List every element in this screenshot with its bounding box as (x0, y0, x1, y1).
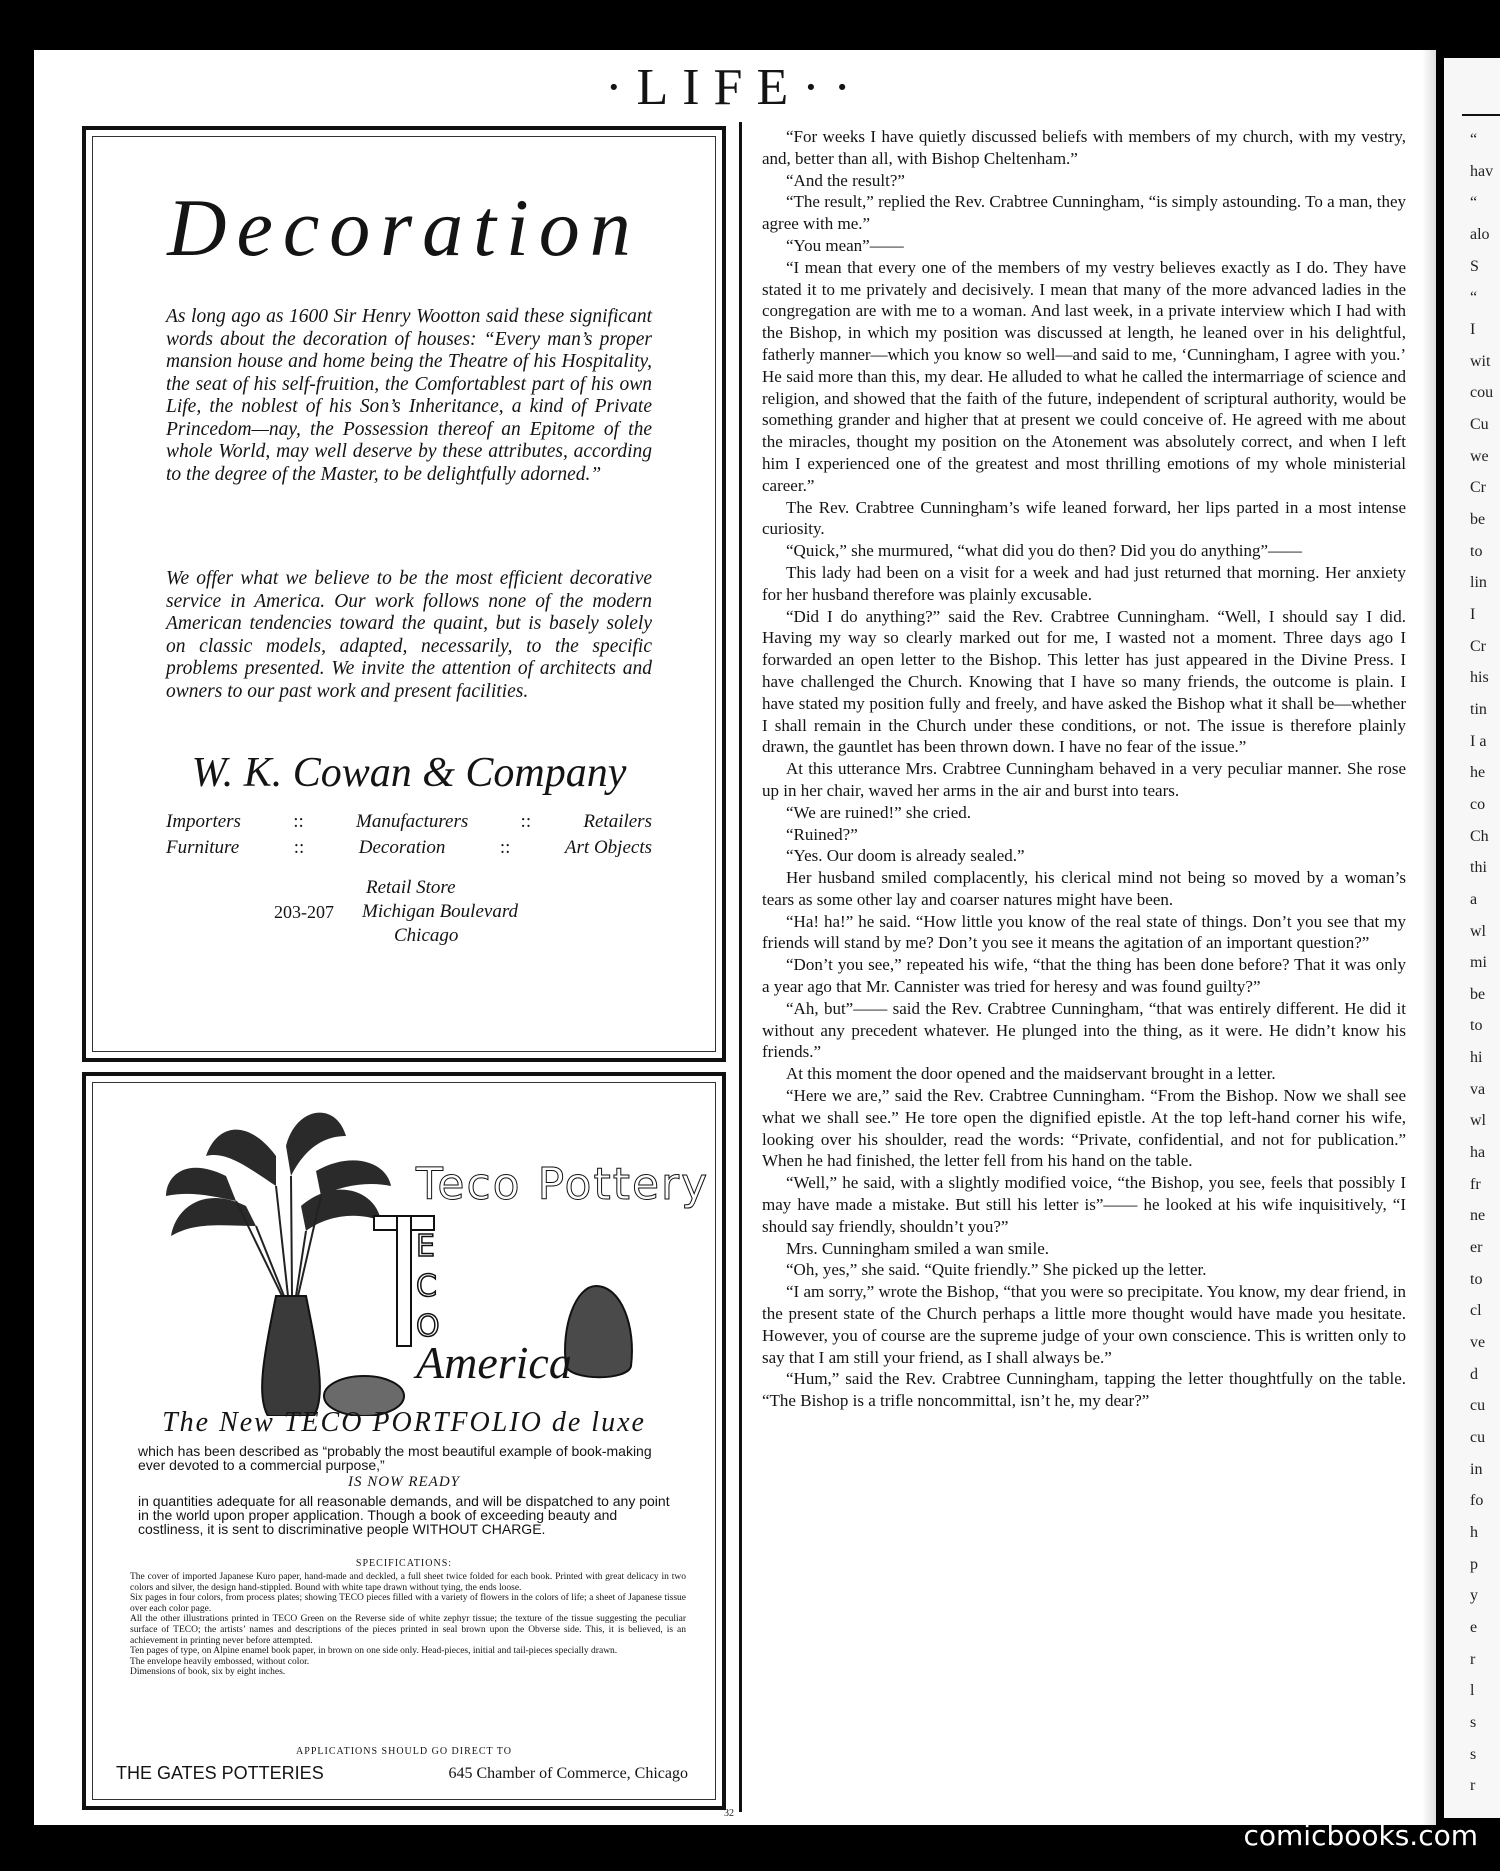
gutter-shadow (1422, 50, 1436, 1825)
ad-decoration-tagline-row-2 (166, 836, 652, 860)
teco-portfolio-title: The New TECO PORTFOLIO de luxe (162, 1407, 646, 1438)
ad-decoration-paragraph-2: We offer what we believe to be the most efficient decorative service in America. Our work follows none of the modern American tendencies toward the quaint, but is basely solely on classic models, adapted, necessarily, to the specific problems presented. We invite the attention of architects and owners to our past work and present facilities. (166, 568, 652, 702)
facing-page-fragment: cu (1470, 1429, 1486, 1447)
facing-page-fragment: er (1470, 1239, 1483, 1257)
story-paragraph: “Ah, but”—— said the Rev. Crabtree Cunningham, “that was entirely different. He did it without any precedent whatever. He plunged into the thing, as it were. He didn’t know his friends.” (762, 998, 1406, 1062)
bulb-vase-icon (565, 1286, 632, 1377)
story-paragraph: “The result,” replied the Rev. Crabtree Cunningham, “is simply astounding. To a man, they agree with me.” (762, 192, 1406, 234)
tagline-item: Furniture (166, 837, 240, 858)
tagline-item: Importers (166, 811, 241, 832)
spec-item: All the other illustrations printed in TECO Green on the Reverse side of white zephyr tissue; the texture of the tissue suggesting the peculiar surface of TECO; the artists’ names and descriptions of the pieces printed in seal brown upon the Obverse side. This, it is believed, is an achievement in printing never before attempted. (130, 1614, 686, 1646)
ad-decoration-address-city: Chicago (394, 925, 459, 946)
flower-stems-icon (236, 1176, 321, 1296)
story-paragraph: “Ha! ha!” he said. “How little you know of the real state of things. Don’t you see that my friends will stand by me? Don’t you see it means the agitation of an important question?” (762, 911, 1406, 953)
facing-page-fragment: cou (1470, 384, 1494, 402)
page-folio: 32 (724, 1808, 734, 1819)
story-paragraph: “Yes. Our doom is already sealed.” (786, 846, 1025, 866)
page-header (34, 58, 1436, 118)
teco-specifications (130, 1572, 686, 1678)
facing-page-fragment: hi (1470, 1049, 1483, 1067)
story-paragraph: “Ruined?” (786, 824, 858, 844)
facing-page-fragment: y (1470, 1587, 1478, 1605)
facing-page-fragment: to (1470, 1270, 1483, 1288)
magazine-page (34, 50, 1436, 1825)
facing-page-fragment: lin (1470, 574, 1487, 592)
facing-page-fragment: s (1470, 1714, 1477, 1732)
story-paragraph: “Oh, yes,” she said. “Quite friendly.” She picked up the letter. (786, 1260, 1207, 1280)
teco-america: America (416, 1337, 572, 1388)
tagline-separator: :: (293, 811, 304, 832)
facing-page-fragment: ha (1470, 1144, 1486, 1162)
facing-page-fragment: fo (1470, 1492, 1484, 1510)
story-paragraph: “You mean”—— (786, 235, 904, 255)
facing-page-fragment: Cu (1470, 415, 1489, 433)
facing-page-fragment: h (1470, 1524, 1478, 1542)
ad-teco (82, 1072, 726, 1810)
ad-decoration-address-number: 203-207 (274, 902, 334, 922)
tagline-separator: :: (293, 837, 305, 858)
ad-decoration-paragraph-1: As long ago as 1600 Sir Henry Wootton said these significant words about the decoration of houses: “Every man’s proper mansion house and home being the Theatre of his Hospitality, the seat of his self-fruition, the Comfortablest part of his own Life, the noblest of his Son’s Inheritance, a kind of Private Princedom—nay, the Possession thereof an Epitome of the whole World, may well deserve by these attributes, according to the degree of the Master, to be delightfully adorned.” (166, 306, 652, 485)
facing-page-fragment: a (1470, 890, 1478, 908)
facing-page-fragment: be (1470, 510, 1486, 528)
teco-address: 645 Chamber of Commerce, Chicago (448, 1765, 688, 1782)
facing-page-fragment: Ch (1470, 827, 1489, 845)
facing-page-fragment: we (1470, 447, 1489, 465)
facing-page-fragment: “ (1470, 289, 1478, 307)
watermark: comicbooks.com (1243, 1819, 1478, 1852)
tagline-separator: :: (520, 811, 532, 832)
story-paragraph: “And the result?” (786, 170, 905, 190)
facing-page-fragment: “ (1470, 194, 1478, 212)
story-paragraph: This lady had been on a visit for a week and had just returned that morning. Her anxiety for her husband therefore was plainly excusable. (762, 562, 1406, 604)
facing-page-fragment: to (1470, 542, 1483, 560)
facing-page-fragment: to (1470, 1017, 1483, 1035)
ad-decoration-company: W. K. Cowan & Company (191, 750, 627, 796)
facing-page-fragment: mi (1470, 954, 1487, 972)
facing-page-fragment: alo (1470, 225, 1490, 243)
facing-page-fragment: hav (1470, 162, 1494, 180)
tagline-item: Manufacturers (356, 811, 469, 832)
story-paragraph: “I am sorry,” wrote the Bishop, “that you were so precipitate. You know, my dear friend, in the present state of the Church perhaps a little more thought would have made you hesitate. However, you of course are the supreme judge of your own conscience. This is written only to say that I am still your friend, as I shall always be.” (762, 1282, 1406, 1367)
tagline-item: Retailers (583, 811, 652, 832)
svg-text:O: O (416, 1309, 440, 1344)
story-paragraph: The Rev. Crabtree Cunningham’s wife leaned forward, her lips parted in a most intense curiosity. (762, 497, 1406, 539)
facing-page-fragment: r (1470, 1777, 1476, 1795)
facing-page-fragment: I (1470, 605, 1476, 623)
facing-page-fragment: cu (1470, 1397, 1486, 1415)
spec-item: Ten pages of type, on Alpine enamel book paper, in brown on one side only. Head-pieces, initial and tail-pieces specially drawn. (130, 1646, 618, 1657)
facing-page-fragment: tin (1470, 700, 1487, 718)
story-paragraph: “Don’t you see,” repeated his wife, “that the thing has been done before? That it was only a year ago that Mr. Cannister was tried for heresy and was found guilty?” (762, 955, 1406, 997)
story-column (762, 126, 1406, 1412)
facing-page-fragment: I a (1470, 732, 1487, 750)
story-paragraph: “Quick,” she murmured, “what did you do then? Did you do anything”—— (786, 541, 1303, 561)
story-paragraph: “We are ruined!” she cried. (786, 802, 972, 822)
column-divider (739, 122, 742, 1812)
teco-description-1: which has been described as “probably the most beautiful example of book-making ever devoted to a commercial purpose,” (138, 1443, 652, 1473)
svg-text:E: E (416, 1229, 435, 1264)
spec-item: Six pages in four colors, from process plates; showing TECO pieces filled with a variety of flowers in the colors of life; a sheet of Japanese tissue over each color page. (130, 1593, 686, 1614)
story-paragraph: “For weeks I have quietly discussed beliefs with members of my church, with my vestry, and, better than all, with Bishop Cheltenham.” (762, 127, 1406, 168)
ad-decoration (82, 126, 726, 1062)
ad-decoration-title: Decoration (167, 182, 641, 273)
facing-page-fragment: Cr (1470, 479, 1486, 497)
facing-page-fragment: wl (1470, 922, 1486, 940)
tagline-separator: :: (499, 837, 511, 858)
facing-page-fragment: fr (1470, 1175, 1481, 1193)
facing-page-fragment: r (1470, 1650, 1476, 1668)
teco-pottery-illustration (126, 1096, 686, 1416)
facing-page-fragment: ne (1470, 1207, 1486, 1225)
facing-page-rule (1462, 114, 1500, 116)
story-paragraph: “Well,” he said, with a slightly modified voice, “the Bishop, you see, feels that possibly I may have made a mistake. But still his letter is”—— he looked at his wife inquisitively, “I should say friendly, shouldn’t you?” (762, 1173, 1406, 1236)
tall-vase-icon (262, 1296, 320, 1416)
story-paragraph: “Hum,” said the Rev. Crabtree Cunningham, tapping the letter thoughtfully on the table. “The Bishop is a trifle noncommittal, isn’t he, my dear?” (762, 1369, 1406, 1411)
story-paragraph: Her husband smiled complacently, his clerical mind not being so moved by a woman’s tears as some other lay and coarser natures might have been. (762, 868, 1406, 909)
facing-page-fragment: wl (1470, 1112, 1486, 1130)
facing-page-fragment: l (1470, 1682, 1475, 1700)
facing-page-fragment: d (1470, 1365, 1478, 1383)
story-paragraph: At this moment the door opened and the maidservant brought in a letter. (786, 1064, 1276, 1084)
story-paragraph: “Here we are,” said the Rev. Crabtree Cunningham. “From the Bishop. Now we shall see what we shall see.” He tore open the dignified epistle. At the top left-hand corner his wife, looking over his shoulder, read the words: “Private, confidential, and not for publication.” When he had finished, the letter fell from his hand on the table. (762, 1086, 1406, 1171)
facing-page-fragment: cl (1470, 1302, 1482, 1320)
teco-spec-title: SPECIFICATIONS: (355, 1558, 453, 1569)
teco-brand: Teco Pottery (416, 1159, 710, 1210)
story-paragraph: “Did I do anything?” said the Rev. Crabtree Cunningham. “Well, I should say I did. Having my way so clearly marked out for me, I wasted not a moment. Three days ago I forwarded an open letter to the Bishop. This letter has just appeared in the Divine Press. I have challenged the Church. Knowing that I have so many friends, the outcome is plain. I have stated my position fully and freely, and have asked the Bishop what it shall be—whether I shall remain in the Church under these conditions, or not. The issue is therefore plainly drawn, the gauntlet has been thrown down. I have no fear of the issue.” (762, 606, 1406, 757)
facing-page-fragment: his (1470, 669, 1489, 687)
header-title: ·LIFE·· (605, 59, 865, 116)
ad-decoration-address-street: Michigan Boulevard (362, 901, 519, 922)
tagline-item: Art Objects (564, 837, 652, 858)
spec-item: Dimensions of book, six by eight inches. (130, 1667, 286, 1678)
ad-decoration-store-label: Retail Store (366, 877, 456, 898)
facing-page-fragment: Cr (1470, 637, 1486, 655)
teco-ready: IS NOW READY (348, 1474, 460, 1490)
story-paragraph: At this utterance Mrs. Crabtree Cunningham behaved in a very peculiar manner. She rose up in her chair, waved her arms in the air and burst into tears. (762, 759, 1406, 800)
facing-page-fragment: in (1470, 1460, 1483, 1478)
facing-page-fragment: co (1470, 795, 1486, 813)
facing-page-fragment: I (1470, 320, 1476, 338)
facing-page-fragment: e (1470, 1619, 1478, 1637)
spec-item: The envelope heavily embossed, without color. (130, 1656, 310, 1667)
teco-description-2: in quantities adequate for all reasonable demands, and will be dispatched to any point in the world upon proper application. Though a book of exceeding beauty and costliness, it is sent to discriminative people WITHOUT CHARGE. (138, 1493, 670, 1537)
teco-apply: APPLICATIONS SHOULD GO DIRECT TO (296, 1746, 512, 1757)
facing-page-fragment: wit (1470, 352, 1491, 370)
story-paragraph: Mrs. Cunningham smiled a wan smile. (786, 1238, 1050, 1258)
teco-letters-icon (416, 1229, 440, 1344)
ad-decoration-tagline-row-1 (166, 810, 652, 834)
tagline-item: Decoration (358, 837, 446, 858)
svg-text:C: C (416, 1269, 437, 1304)
spec-item: The cover of imported Japanese Kuro paper, hand-made and deckled, a full sheet twice folded for each book. Printed with great delicacy in two colors and silver, the design hand-stippled. Bound with white tape drawn without tying, the ends loose. (130, 1572, 686, 1593)
story-paragraph: “I mean that every one of the members of my vestry believes exactly as I do. They have stated it to me privately and decisively. I mean that many of the more advanced ladies in the congregation are with me to a woman. And last week, in a private interview which I had with the Bishop, in which my position was discussed at length, he leaned over in his delightful, fatherly manner—which you know so well—and said to me, ‘Cunningham, I agree with you.’ He said more than this, my dear. He alluded to what he called the intermarriage of science and religion, and showed that the faith of the future, independent of scriptural authority, would be something grander and higher that at present we could conceive of. He agreed with me about the miracles, thought my position on the Atonement was absolutely correct, and when I left him I experienced one of the greatest and most thrilling emotions of my whole ministerial career.” (762, 257, 1406, 495)
facing-page-fragment: he (1470, 764, 1486, 782)
facing-page-fragment: ve (1470, 1334, 1486, 1352)
facing-page-fragment: p (1470, 1555, 1478, 1573)
facing-page-fragment: be (1470, 985, 1486, 1003)
facing-page-fragment: “ (1470, 131, 1478, 148)
facing-page-fragment: S (1470, 257, 1479, 275)
facing-page-fragment: thi (1470, 859, 1487, 877)
teco-company: THE GATES POTTERIES (116, 1763, 324, 1783)
facing-page-edge (1444, 58, 1500, 1818)
facing-page-fragment: s (1470, 1745, 1477, 1763)
facing-page-fragment: va (1470, 1080, 1486, 1098)
